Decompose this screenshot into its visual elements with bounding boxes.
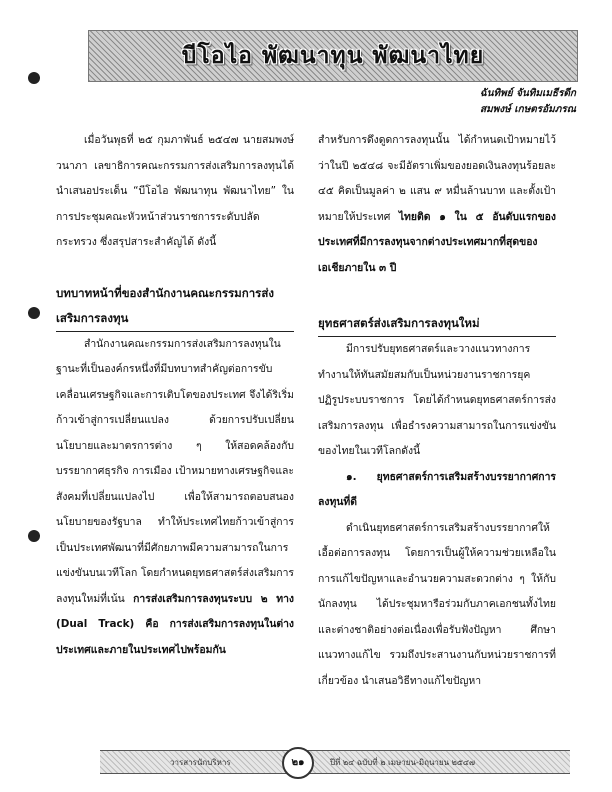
section-heading: บทบาทหน้าที่ของสำนักงานคณะกรรมการส่งเสริมการลงทุน [56, 281, 294, 332]
body-text-emphasis: การส่งเสริมการลงทุนระบบ ๒ ทาง (Dual Track) คือ การส่งเสริมการลงทุนในต่างประเทศและภายในประเทศไปพร้อมกัน [56, 592, 294, 656]
body-paragraph: มีการปรับยุทธศาสตร์และวางแนวทางการทำงานให้ทันสมัยสมกับเป็นหน่วยงานราชการยุคปฏิรูประบบราชการ โดยได้กำหนดยุทธศาสตร์การส่งเสริมการลงทุน เพื่อธำรงความสามารถในการแข่งขันของไทยในเวทีโลกดังนี้ [318, 343, 556, 457]
bullet-dot [28, 530, 40, 542]
title-banner [88, 30, 578, 82]
author-name: สมพงษ์ เกษตรอัมภรณ [479, 104, 576, 115]
issue-info: ปีที่ ๒๔ ฉบับที่ ๒ เมษายน-มิถุนายน ๒๕๔๗ [330, 758, 475, 767]
author-byline [480, 86, 576, 118]
body-paragraph [56, 332, 294, 664]
page-number: ๒๑ [282, 747, 314, 779]
article-title: บีโอไอ พัฒนาทุน พัฒนาไทย [181, 43, 485, 69]
bullet-dot [28, 72, 40, 84]
paragraph-spacer [56, 256, 294, 281]
intro-paragraph: เมื่อวันพุธที่ ๒๕ กุมภาพันธ์ ๒๕๔๗ นายสมพงษ์ วนาภา เลขาธิการคณะกรรมการส่งเสริมการลงทุนได้นำเสนอประเด็น “บีโอไอ พัฒนาทุน พัฒนาไทย” ในการประชุมคณะหัวหน้าส่วนราชการระดับปลัดกระทรวง ซึ่งสรุปสาระสำคัญได้ ดังนี้ [56, 134, 294, 248]
body-text: สำหรับการดึงดูดการลงทุนนั้น ได้กำหนดเป้าหมายไว้ว่าในปี ๒๕๔๘ จะมีอัตราเพิ่มของยอดเงินลงทุนร้อยละ ๔๕ คิดเป็นมูลค่า ๒ แสน ๙ หมื่นล้านบาท และตั้งเป้าหมายให้ประเทศ [318, 134, 556, 223]
body-text: สำนักงานคณะกรรมการส่งเสริมการลงทุนในฐานะที่เป็นองค์กรหนึ่งที่มีบทบาทสำคัญต่อการขับเคลื่อนเศรษฐกิจและการเติบโตของประเทศ จึงได้ริเริ่มก้าวเข้าสู่การเปลี่ยนแปลง ด้วยการปรับเปลี่ยนนโยบายและมาตรการต่าง ๆ ให้สอดคล้องกับบรรยากาศธุรกิจ การเมือง เป้าหมายทางเศรษฐกิจและสังคมที่เปลี่ยนแปลงไป เพื่อให้สามารถตอบสนองนโยบายของรัฐบาล ทำให้ประเทศไทยก้าวเข้าสู่การเป็นประเทศพัฒนาที่มีศักยภาพมีความสามารถในการแข่งขันบนเวทีโลก โดยกำหนดยุทธศาสตร์ส่งเสริมการลงทุนใหม่ที่เน้น [56, 337, 294, 605]
bullet-dot [28, 307, 40, 319]
author-name: ฉันทิพย์ จันทิมเมธีรดีก [479, 88, 576, 99]
right-column [318, 128, 556, 694]
body-text-emphasis: ไทยติด ๑ ใน ๕ อันดับแรกของประเทศที่มีการลงทุนจากต่างประเทศมากที่สุดของเอเชียภายใน ๓ ปี [318, 210, 556, 274]
section-heading: ยุทธศาสตร์ส่งเสริมการลงทุนใหม่ [318, 311, 556, 337]
continued-paragraph [318, 128, 556, 281]
footer-bar [100, 750, 570, 774]
paragraph-spacer [318, 281, 556, 311]
body-paragraph: ดำเนินยุทธศาสตร์การเสริมสร้างบรรยากาศให้เอื้อต่อการลงทุน โดยการเป็นผู้ให้ความช่วยเหลือในการแก้ไขปัญหาและอำนวยความสะดวกต่าง ๆ ให้กับนักลงทุน ได้ประชุมหารือร่วมกับภาคเอกชนทั้งไทย และต่างชาติอย่างต่อเนื่องเพื่อรับฟังปัญหา ศึกษาแนวทางแก้ไข รวมถึงประสานงานกับหน่วยราชการที่เกี่ยวข้อง นำเสนอวิธีทางแก้ไขปัญหา [318, 521, 556, 687]
sub-heading: ๑. ยุทธศาสตร์การเสริมสร้างบรรยากาศการลงทุนที่ดี [318, 470, 556, 508]
left-column [56, 128, 294, 663]
journal-name: วารสารนักบริหาร [170, 758, 231, 767]
